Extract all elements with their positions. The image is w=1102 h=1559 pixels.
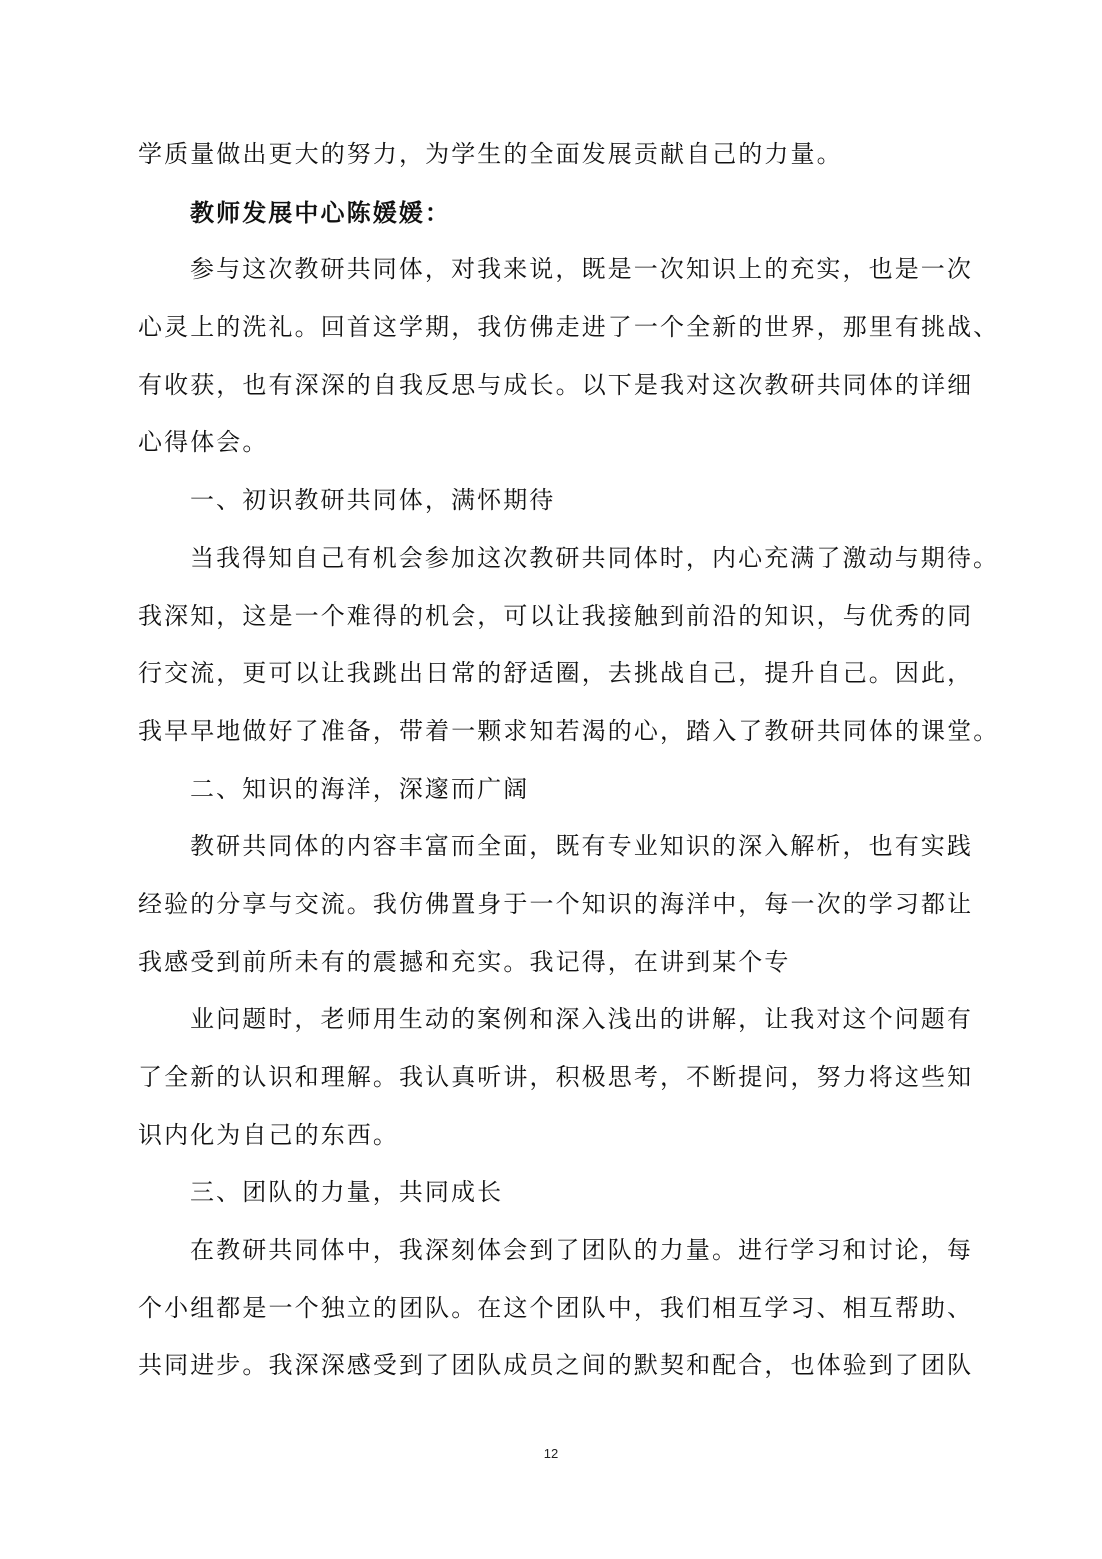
text-line: 二、知识的海洋，深邃而广阔 bbox=[190, 774, 530, 803]
text-line: 了全新的认识和理解。我认真听讲，积极思考，不断提问，努力将这些知 bbox=[138, 1063, 974, 1091]
text-line: 心灵上的洗礼。回首这学期，我仿佛走进了一个全新的世界，那里有挑战、 bbox=[138, 313, 1000, 342]
page-number: 12 bbox=[543, 1446, 559, 1461]
text-line: 业问题时，老师用生动的案例和深入浅出的讲解，让我对这个问题有 bbox=[190, 1005, 973, 1034]
text-line: 心得体会。 bbox=[138, 428, 269, 457]
text-line: 学质量做出更大的努力，为学生的全面发展贡献自己的力量。 bbox=[138, 140, 843, 168]
text-line: 行交流，更可以让我跳出日常的舒适圈，去挑战自己，提升自己。因此， bbox=[138, 659, 974, 688]
document-body bbox=[138, 126, 1000, 1395]
text-line: 识内化为自己的东西。 bbox=[138, 1120, 399, 1149]
section-heading-line: 教师发展中心陈媛媛： bbox=[190, 197, 451, 227]
text-line: 参与这次教研共同体，对我来说，既是一次知识上的充实，也是一次 bbox=[190, 255, 973, 284]
text-line: 教研共同体的内容丰富而全面，既有专业知识的深入解析，也有实践 bbox=[190, 832, 973, 861]
text-line: 个小组都是一个独立的团队。在这个团队中，我们相互学习、相互帮助、 bbox=[138, 1293, 974, 1322]
text-line: 我早早地做好了准备，带着一颗求知若渴的心，踏入了教研共同体的课堂。 bbox=[138, 716, 1000, 745]
text-line: 共同进步。我深深感受到了团队成员之间的默契和配合，也体验到了团队 bbox=[138, 1351, 974, 1380]
text-line: 一、初识教研共同体，满怀期待 bbox=[190, 486, 556, 515]
text-line: 在教研共同体中，我深刻体会到了团队的力量。进行学习和讨论，每 bbox=[190, 1236, 973, 1265]
text-line: 经验的分享与交流。我仿佛置身于一个知识的海洋中，每一次的学习都让 bbox=[138, 889, 974, 918]
text-line: 我感受到前所未有的震撼和充实。我记得，在讲到某个专 bbox=[138, 947, 791, 976]
text-line: 有收获，也有深深的自我反思与成长。以下是我对这次教研共同体的详细 bbox=[138, 370, 974, 399]
text-line: 当我得知自己有机会参加这次教研共同体时，内心充满了激动与期待。 bbox=[190, 543, 1000, 572]
text-line: 我深知，这是一个难得的机会，可以让我接触到前沿的知识，与优秀的同 bbox=[138, 601, 974, 630]
text-line: 三、团队的力量，共同成长 bbox=[190, 1178, 504, 1207]
